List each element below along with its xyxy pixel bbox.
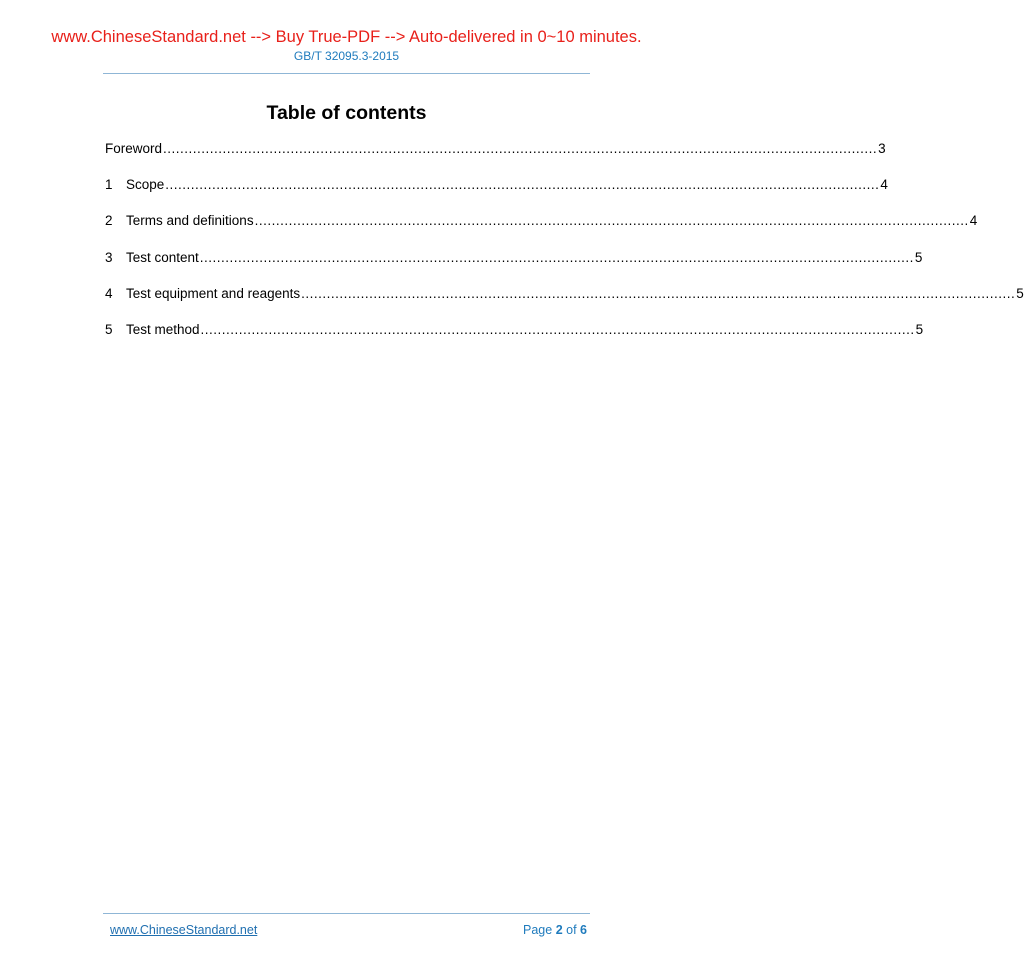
toc-entry-page: 4	[880, 177, 888, 193]
toc-entry-foreword[interactable]	[105, 140, 886, 176]
toc-entry-page: 5	[915, 321, 924, 337]
toc-entry-number: 5	[105, 321, 113, 337]
page-title: Table of contents	[266, 102, 427, 124]
footer-site-link[interactable]: www.ChineseStandard.net	[110, 923, 258, 937]
toc-entry-equipment[interactable]	[105, 285, 1024, 321]
toc-leader-dots: ........................................................................................................................................................................	[163, 141, 878, 156]
toc-entry-page: 5	[914, 249, 923, 265]
page-word: Page	[523, 923, 553, 937]
toc-entry-label: Test method	[126, 321, 200, 337]
toc-entry-number: 1	[105, 177, 113, 193]
toc-entry-label: Terms and definitions	[126, 213, 254, 229]
toc-entry-page: 4	[969, 213, 978, 229]
toc-leader-dots: ........................................................................................................................................................................	[199, 249, 914, 265]
standard-number: GB/T 32095.3-2015	[293, 49, 400, 63]
promo-banner[interactable]: www.ChineseStandard.net --> Buy True-PDF --> Auto-delivered in 0~10 minutes.	[51, 28, 642, 46]
toc-entry-label: Foreword	[105, 141, 163, 156]
page-current: 2	[555, 923, 563, 937]
toc-leader-dots: ........................................................................................................................................................................	[254, 213, 969, 229]
toc-entry-page: 3	[878, 141, 886, 156]
footer-divider	[103, 913, 590, 914]
toc-entry-number: 2	[105, 213, 113, 229]
toc-leader-dots: ........................................................................................................................................................................	[200, 321, 915, 337]
toc-leader-dots: ........................................................................................................................................................................	[165, 177, 880, 193]
toc-list	[105, 140, 1024, 357]
page-indicator	[523, 922, 587, 938]
header-divider	[103, 73, 590, 74]
page-total: 6	[580, 923, 587, 937]
toc-entry-number: 4	[105, 285, 113, 301]
toc-entry-test-content[interactable]	[105, 249, 923, 285]
toc-entry-page: 5	[1016, 285, 1024, 301]
toc-entry-terms[interactable]	[105, 212, 978, 248]
toc-entry-label: Test equipment and reagents	[126, 285, 301, 301]
toc-entry-label: Scope	[126, 177, 165, 193]
toc-entry-label: Test content	[126, 249, 199, 265]
toc-leader-dots: ........................................................................................................................................................................	[301, 285, 1016, 301]
page-of-word: of	[566, 923, 577, 937]
toc-entry-scope[interactable]	[105, 176, 888, 212]
toc-entry-test-method[interactable]	[105, 321, 924, 357]
toc-entry-number: 3	[105, 249, 113, 265]
